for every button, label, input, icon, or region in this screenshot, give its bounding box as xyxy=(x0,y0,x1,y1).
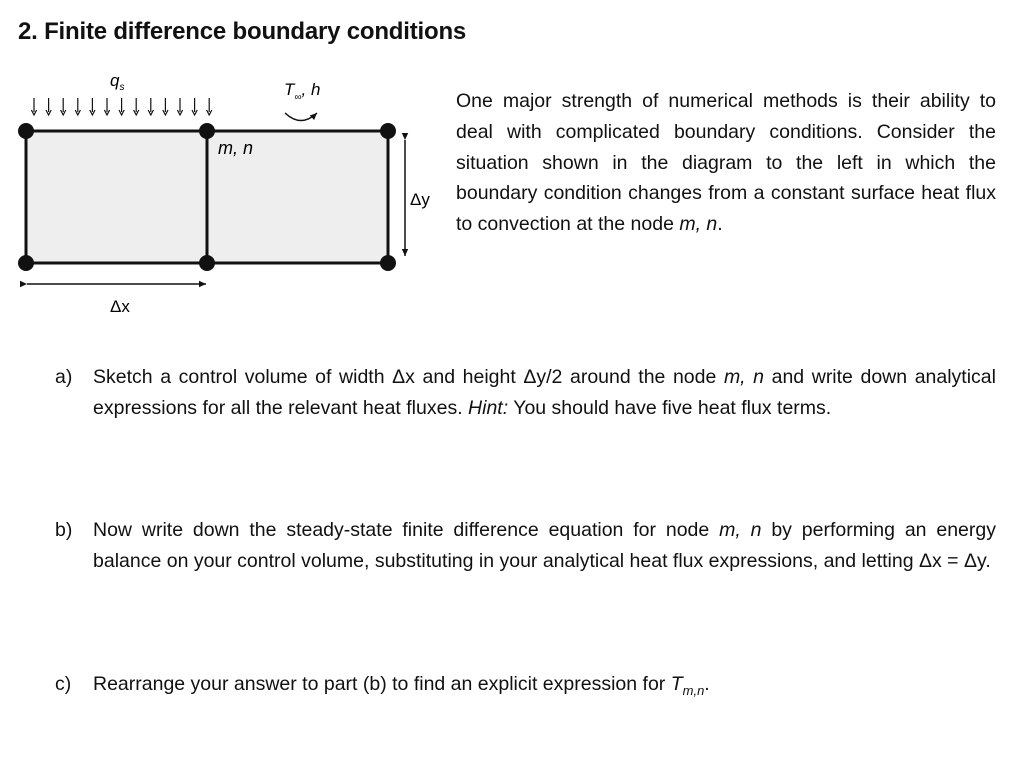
heat-flux-label: $q_s$ xyxy=(110,71,125,93)
node-bottom-left xyxy=(18,255,34,271)
section-title: 2. Finite difference boundary conditions xyxy=(18,18,467,45)
question-b xyxy=(55,515,996,576)
question-text: Sketch a control volume of width Δx and height Δy/2 around the node m, n and write down analytical expressions for all the relevant heat fluxes. Hint: You should have five heat flux terms. xyxy=(93,366,996,419)
node-bottom-right xyxy=(380,255,396,271)
question-label: c) xyxy=(55,673,72,695)
node-m-n xyxy=(199,123,215,139)
question-a xyxy=(55,362,996,423)
intro-paragraph: One major strength of numerical methods is their ability to deal with complicated boundary conditions. Consider the situation shown in the diagram to the left in which the boundary condition changes from a constant surface heat flux to convection at the node m, n. xyxy=(456,90,996,236)
question-label: a) xyxy=(55,366,73,388)
dy-label: Δy xyxy=(410,190,430,209)
node-top-right xyxy=(380,123,396,139)
question-label: b) xyxy=(55,519,73,541)
convection-label: $T_\infty$, h xyxy=(284,80,321,103)
node-bottom-middle xyxy=(199,255,215,271)
boundary-diagram xyxy=(0,0,445,330)
heat-flux-arrows xyxy=(31,98,211,115)
question-text: Rearrange your answer to part (b) to find an explicit expression for $T_{m,n}$. xyxy=(93,673,710,698)
left-cell xyxy=(26,131,207,263)
node-top-left xyxy=(18,123,34,139)
node-label: m, n xyxy=(218,138,254,158)
dx-label: Δx xyxy=(110,297,130,316)
question-c xyxy=(55,669,996,706)
question-text: Now write down the steady-state finite difference equation for node m, n by performing an energy balance on your control volume, substituting in your analytical heat flux expressions, and letting Δx = Δy. xyxy=(93,519,996,572)
convection-arrow xyxy=(285,113,317,121)
